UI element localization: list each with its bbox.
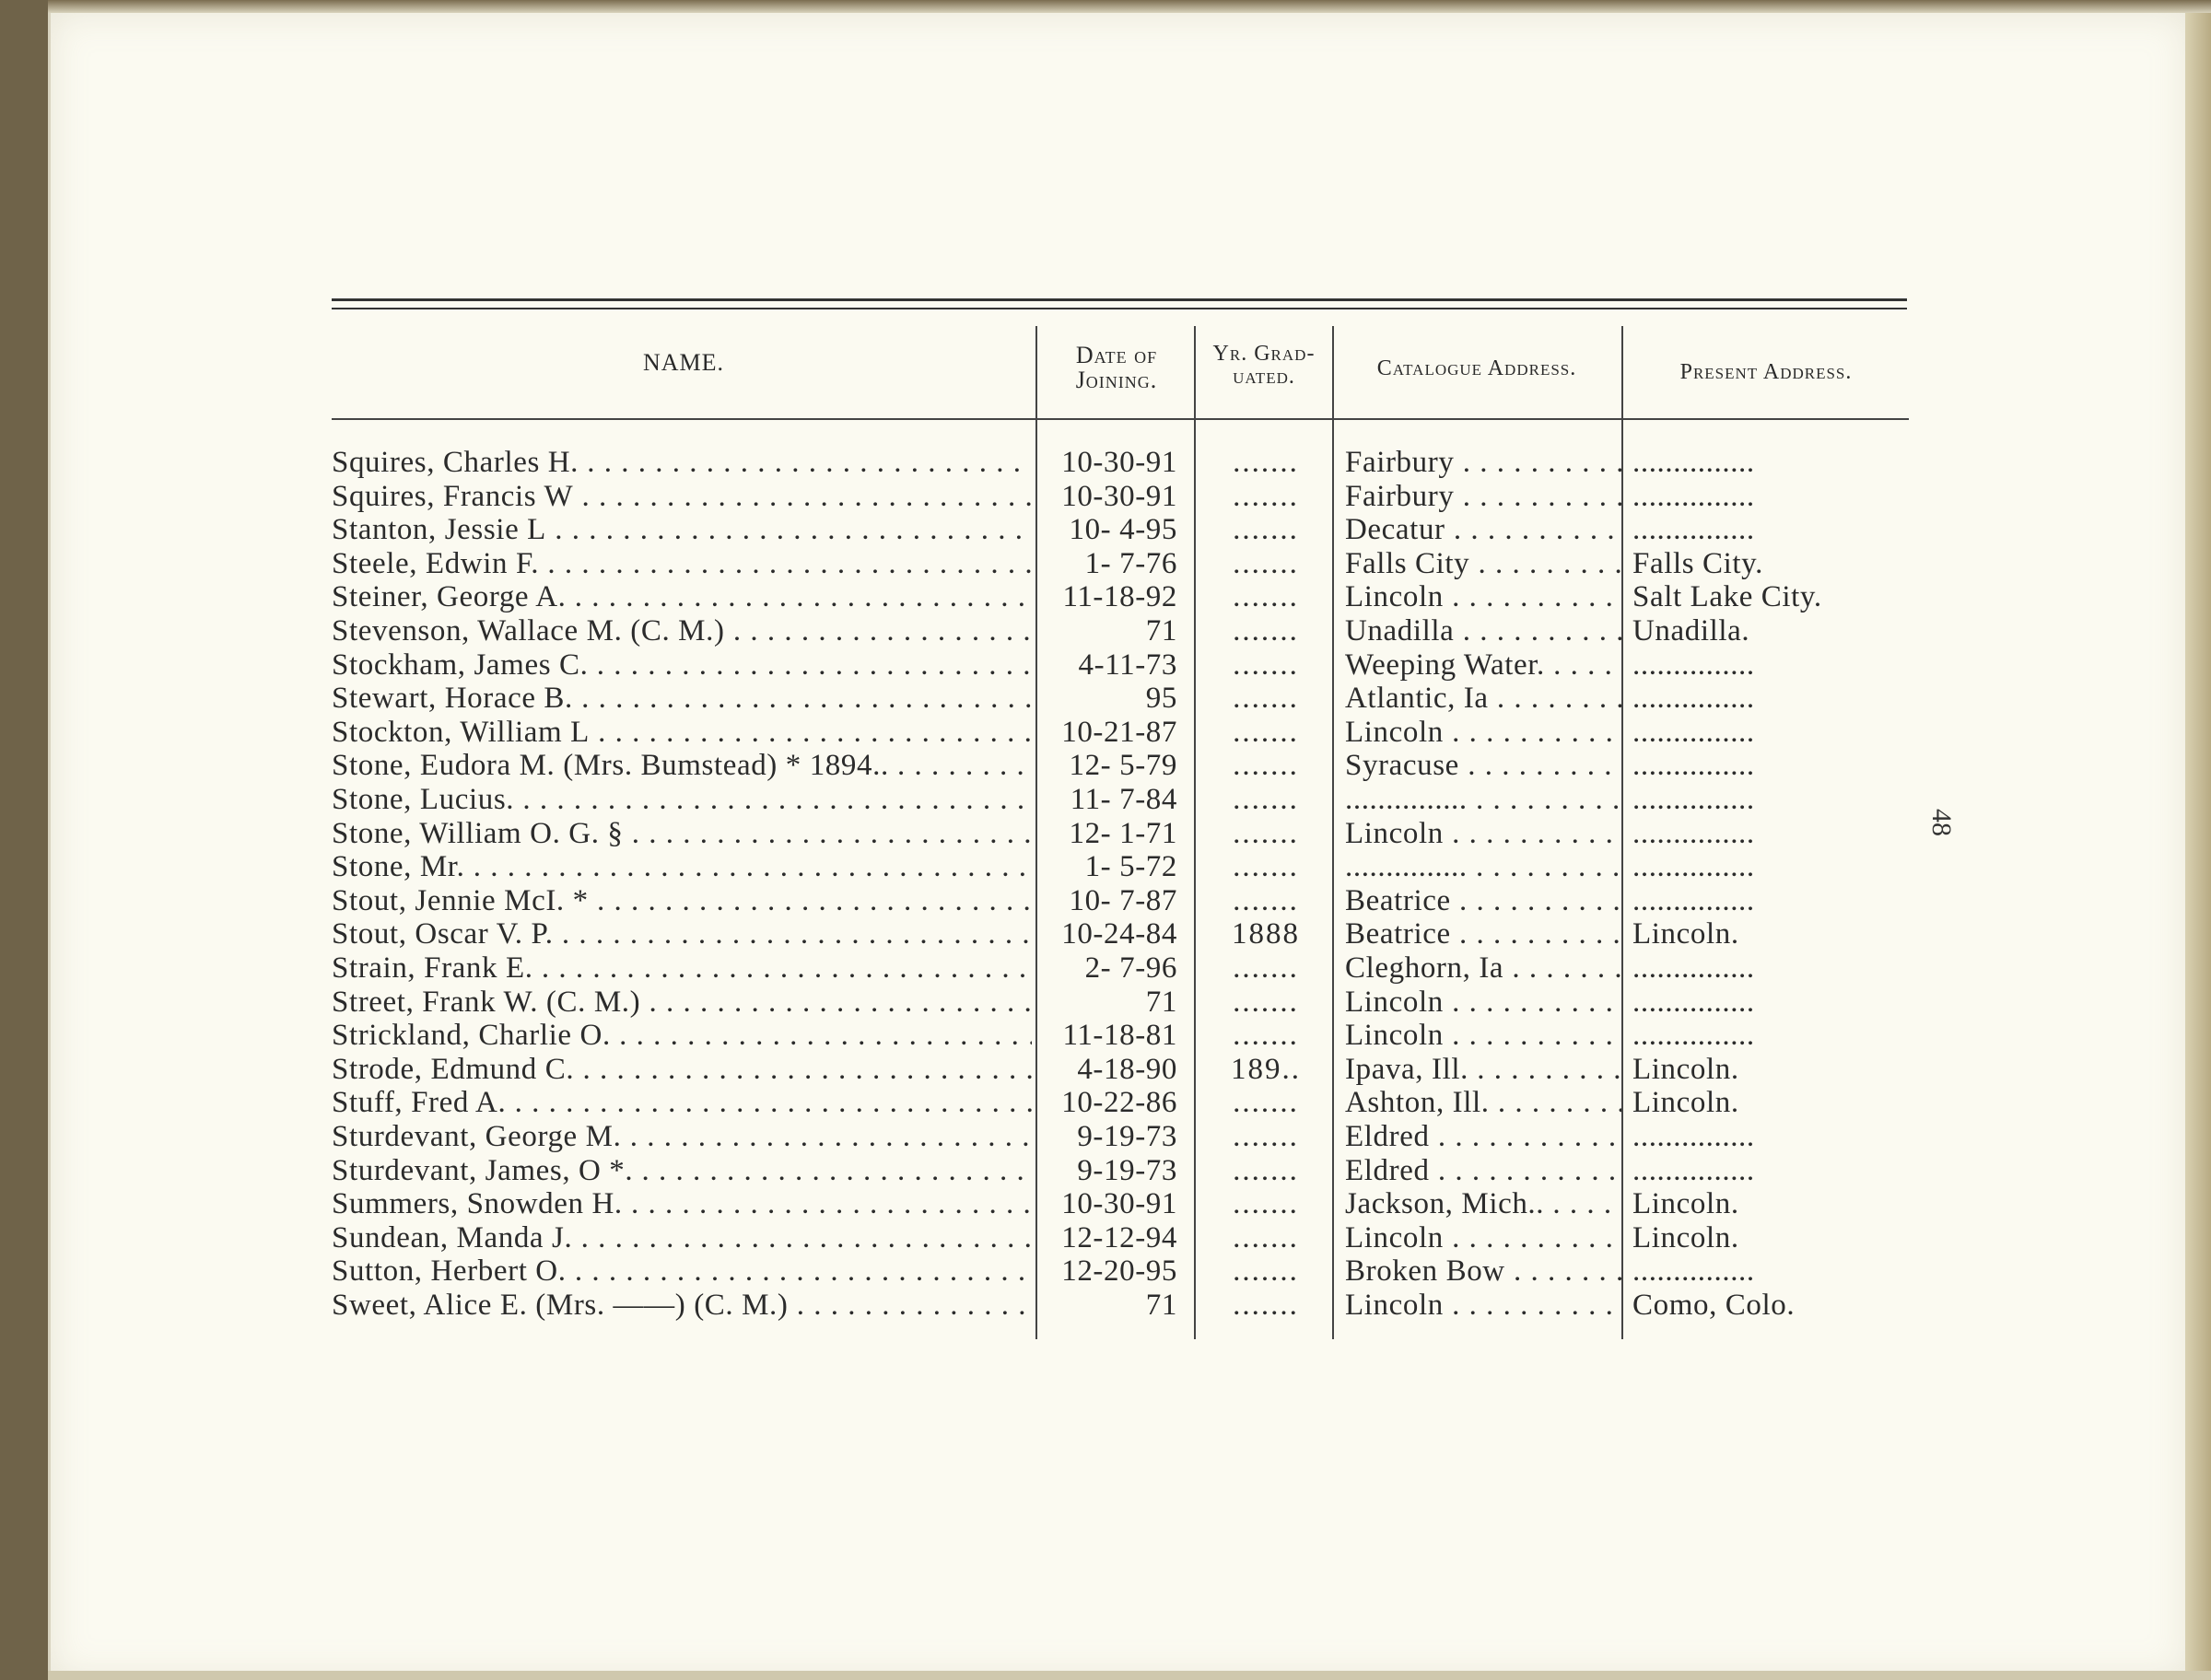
name-cell: Steele, Edwin F. . . . bbox=[332, 547, 1032, 580]
present-address-cell: ............... bbox=[1632, 1019, 1755, 1053]
table-row bbox=[332, 783, 1909, 817]
table-row bbox=[332, 817, 1909, 851]
present-address-cell: ............... bbox=[1632, 951, 1755, 985]
date-of-joining-cell: 10-30-91 bbox=[1061, 479, 1177, 513]
table-row bbox=[332, 1221, 1909, 1255]
present-address-cell: ............... bbox=[1632, 850, 1755, 884]
year-graduated-cell: ....... bbox=[1233, 883, 1299, 917]
table-row bbox=[332, 749, 1909, 783]
date-of-joining-cell: 1- 5-72 bbox=[1084, 850, 1177, 884]
date-of-joining-cell: 10-30-91 bbox=[1061, 1187, 1177, 1221]
name-cell: Stewart, Horace B. . . . bbox=[332, 682, 1032, 715]
present-address-cell: Lincoln. bbox=[1632, 917, 1739, 951]
table-row bbox=[332, 1053, 1909, 1087]
catalogue-address-cell: Syracuse . . . bbox=[1345, 749, 1621, 782]
year-graduated-cell: ....... bbox=[1233, 951, 1299, 985]
name-cell: Stockton, William L . . . bbox=[332, 716, 1032, 749]
date-of-joining-cell: 12- 1-71 bbox=[1069, 816, 1177, 850]
table-row bbox=[332, 1154, 1909, 1188]
year-graduated-cell: ....... bbox=[1233, 580, 1299, 614]
catalogue-address-cell: Lincoln . . . bbox=[1345, 1289, 1621, 1322]
catalogue-address-cell: Lincoln . . . bbox=[1345, 580, 1621, 613]
name-cell: Stone, Lucius. . . . bbox=[332, 783, 1032, 816]
catalogue-address-cell: ............... . . . bbox=[1345, 783, 1621, 816]
name-cell: Stockham, James C. . . . bbox=[332, 648, 1032, 682]
table-row bbox=[332, 850, 1909, 884]
header-date-line2: Joining. bbox=[1075, 367, 1158, 394]
name-cell: Stuff, Fred A. . . . bbox=[332, 1086, 1032, 1119]
present-address-cell: Salt Lake City. bbox=[1632, 580, 1822, 614]
table-row bbox=[332, 716, 1909, 750]
name-cell: Stone, Mr. . . . bbox=[332, 850, 1032, 883]
catalogue-address-cell: Lincoln . . . bbox=[1345, 1221, 1621, 1254]
table-row bbox=[332, 547, 1909, 581]
date-of-joining-cell: 11-18-92 bbox=[1062, 580, 1177, 614]
date-of-joining-cell: 95 bbox=[1145, 682, 1177, 716]
name-cell: Strain, Frank E. . . . bbox=[332, 951, 1032, 985]
year-graduated-cell: ....... bbox=[1233, 1153, 1299, 1187]
table-row bbox=[332, 951, 1909, 986]
header-date-of-joining bbox=[1041, 343, 1192, 393]
header-rule bbox=[332, 418, 1909, 420]
name-cell: Sutton, Herbert O. . . . bbox=[332, 1254, 1032, 1288]
present-address-cell: ............... bbox=[1632, 749, 1755, 783]
date-of-joining-cell: 10-22-86 bbox=[1061, 1086, 1177, 1120]
table-row bbox=[332, 648, 1909, 682]
year-graduated-cell: 189.. bbox=[1231, 1052, 1301, 1086]
catalogue-address-cell: Jackson, Mich.. . . . bbox=[1345, 1187, 1621, 1220]
catalogue-address-cell: Lincoln . . . bbox=[1345, 1019, 1621, 1052]
table-row bbox=[332, 1019, 1909, 1053]
present-address-cell: Lincoln. bbox=[1632, 1220, 1739, 1254]
catalogue-address-cell: Beatrice . . . bbox=[1345, 917, 1621, 951]
present-address-cell: Lincoln. bbox=[1632, 1187, 1739, 1221]
year-graduated-cell: ....... bbox=[1233, 614, 1299, 648]
catalogue-address-cell: Ipava, Ill. . . . bbox=[1345, 1053, 1621, 1086]
table-row bbox=[332, 682, 1909, 716]
date-of-joining-cell: 2- 7-96 bbox=[1084, 951, 1177, 985]
date-of-joining-cell: 4-18-90 bbox=[1077, 1052, 1177, 1086]
name-cell: Sturdevant, George M. . . . bbox=[332, 1120, 1032, 1153]
page-right-edge bbox=[2185, 13, 2211, 1680]
name-cell: Stone, Eudora M. (Mrs. Bumstead) * 1894.. . . . bbox=[332, 749, 1032, 782]
year-graduated-cell: ....... bbox=[1233, 850, 1299, 884]
date-of-joining-cell: 11- 7-84 bbox=[1070, 783, 1177, 816]
table-row bbox=[332, 917, 1909, 951]
date-of-joining-cell: 10-21-87 bbox=[1061, 715, 1177, 749]
year-graduated-cell: ....... bbox=[1233, 1086, 1299, 1120]
table-row bbox=[332, 480, 1909, 514]
catalogue-address-cell: Eldred . . . bbox=[1345, 1120, 1621, 1153]
table-row bbox=[332, 1187, 1909, 1221]
present-address-cell: ............... bbox=[1632, 1153, 1755, 1187]
name-cell: Sweet, Alice E. (Mrs. ——) (C. M.) . . . bbox=[332, 1289, 1032, 1322]
name-cell: Summers, Snowden H. . . . bbox=[332, 1187, 1032, 1220]
header-catalogue-address: Catalogue Address. bbox=[1376, 356, 1577, 380]
name-cell: Strickland, Charlie O. . . . bbox=[332, 1019, 1032, 1052]
year-graduated-cell: ....... bbox=[1233, 816, 1299, 850]
name-cell: Street, Frank W. (C. M.) . . . bbox=[332, 986, 1032, 1019]
present-address-cell: ............... bbox=[1632, 985, 1755, 1019]
year-graduated-cell: ....... bbox=[1233, 1187, 1299, 1221]
year-graduated-cell: ....... bbox=[1233, 1220, 1299, 1254]
header-name: NAME. bbox=[642, 349, 725, 376]
catalogue-address-cell: Decatur . . . bbox=[1345, 513, 1621, 546]
page-number: 48 bbox=[1926, 809, 1957, 836]
present-address-cell: ............... bbox=[1632, 1120, 1755, 1153]
catalogue-address-cell: Fairbury . . . bbox=[1345, 480, 1621, 513]
year-graduated-cell: ....... bbox=[1233, 749, 1299, 783]
year-graduated-cell: 1888 bbox=[1232, 917, 1300, 951]
catalogue-address-cell: Ashton, Ill. . . . bbox=[1345, 1086, 1621, 1119]
catalogue-address-cell: Falls City . . . bbox=[1345, 547, 1621, 580]
present-address-cell: ............... bbox=[1632, 883, 1755, 917]
page-top-edge bbox=[48, 0, 2211, 13]
table-row bbox=[332, 1086, 1909, 1120]
present-address-cell: Unadilla. bbox=[1632, 614, 1750, 648]
year-graduated-cell: ....... bbox=[1233, 513, 1299, 547]
date-of-joining-cell: 12- 5-79 bbox=[1069, 749, 1177, 783]
year-graduated-cell: ....... bbox=[1233, 479, 1299, 513]
year-graduated-cell: ....... bbox=[1233, 446, 1299, 479]
table-row bbox=[332, 1289, 1909, 1323]
catalogue-address-cell: Broken Bow . . . bbox=[1345, 1254, 1621, 1288]
table-row bbox=[332, 513, 1909, 547]
year-graduated-cell: ....... bbox=[1233, 985, 1299, 1019]
catalogue-address-cell: ............... . . . bbox=[1345, 850, 1621, 883]
table-row bbox=[332, 1254, 1909, 1289]
present-address-cell: Lincoln. bbox=[1632, 1052, 1739, 1086]
name-cell: Squires, Francis W . . . bbox=[332, 480, 1032, 513]
catalogue-address-cell: Weeping Water. . . . bbox=[1345, 648, 1621, 682]
header-date-line1: Date of bbox=[1075, 342, 1158, 368]
year-graduated-cell: ....... bbox=[1233, 783, 1299, 816]
year-graduated-cell: ....... bbox=[1233, 715, 1299, 749]
catalogue-address-cell: Lincoln . . . bbox=[1345, 986, 1621, 1019]
catalogue-address-cell: Beatrice . . . bbox=[1345, 884, 1621, 917]
table-row bbox=[332, 884, 1909, 918]
date-of-joining-cell: 71 bbox=[1145, 1289, 1177, 1322]
present-address-cell: ............... bbox=[1632, 715, 1755, 749]
present-address-cell: ............... bbox=[1632, 513, 1755, 547]
year-graduated-cell: ....... bbox=[1233, 546, 1299, 580]
name-cell: Sundean, Manda J. . . . bbox=[332, 1221, 1032, 1254]
name-cell: Squires, Charles H. . . . bbox=[332, 446, 1032, 479]
present-address-cell: ............... bbox=[1632, 1254, 1755, 1289]
year-graduated-cell: ....... bbox=[1233, 682, 1299, 716]
table-row bbox=[332, 1120, 1909, 1154]
catalogue-address-cell: Lincoln . . . bbox=[1345, 817, 1621, 850]
roster-table bbox=[332, 298, 1909, 1339]
date-of-joining-cell: 10-30-91 bbox=[1061, 446, 1177, 479]
name-cell: Sturdevant, James, O *. . . . bbox=[332, 1154, 1032, 1187]
catalogue-address-cell: Lincoln . . . bbox=[1345, 716, 1621, 749]
name-cell: Stevenson, Wallace M. (C. M.) . . . bbox=[332, 614, 1032, 648]
present-address-cell: Lincoln. bbox=[1632, 1086, 1739, 1120]
date-of-joining-cell: 10- 7-87 bbox=[1069, 883, 1177, 917]
year-graduated-cell: ....... bbox=[1233, 1289, 1299, 1322]
table-top-rule-thin bbox=[332, 308, 1907, 309]
date-of-joining-cell: 12-12-94 bbox=[1061, 1220, 1177, 1254]
date-of-joining-cell: 11-18-81 bbox=[1062, 1019, 1177, 1053]
date-of-joining-cell: 9-19-73 bbox=[1077, 1120, 1177, 1153]
present-address-cell: ............... bbox=[1632, 479, 1755, 513]
name-cell: Strode, Edmund C. . . . bbox=[332, 1053, 1032, 1086]
catalogue-address-cell: Unadilla . . . bbox=[1345, 614, 1621, 648]
catalogue-address-cell: Fairbury . . . bbox=[1345, 446, 1621, 479]
catalogue-address-cell: Eldred . . . bbox=[1345, 1154, 1621, 1187]
present-address-cell: ............... bbox=[1632, 816, 1755, 850]
present-address-cell: ............... bbox=[1632, 648, 1755, 682]
date-of-joining-cell: 9-19-73 bbox=[1077, 1153, 1177, 1187]
present-address-cell: Como, Colo. bbox=[1632, 1289, 1796, 1322]
name-cell: Stanton, Jessie L . . . bbox=[332, 513, 1032, 546]
name-cell: Stout, Oscar V. P. . . . bbox=[332, 917, 1032, 951]
catalogue-address-cell: Cleghorn, Ia . . . bbox=[1345, 951, 1621, 985]
date-of-joining-cell: 71 bbox=[1145, 614, 1177, 648]
date-of-joining-cell: 4-11-73 bbox=[1078, 648, 1177, 682]
present-address-cell: ............... bbox=[1632, 682, 1755, 716]
table-row bbox=[332, 446, 1909, 480]
date-of-joining-cell: 1- 7-76 bbox=[1084, 546, 1177, 580]
header-grad-line1: Yr. Grad- bbox=[1212, 342, 1316, 366]
table-top-rule bbox=[332, 298, 1907, 301]
date-of-joining-cell: 10-24-84 bbox=[1061, 917, 1177, 951]
catalogue-address-cell: Atlantic, Ia . . . bbox=[1345, 682, 1621, 715]
header-present-address: Present Address. bbox=[1679, 360, 1853, 384]
name-cell: Stone, William O. G. § . . . bbox=[332, 817, 1032, 850]
present-address-cell: Falls City. bbox=[1632, 546, 1763, 580]
date-of-joining-cell: 12-20-95 bbox=[1061, 1254, 1177, 1289]
table-row bbox=[332, 614, 1909, 648]
year-graduated-cell: ....... bbox=[1233, 1254, 1299, 1289]
name-cell: Stout, Jennie McI. * . . . bbox=[332, 884, 1032, 917]
table-row bbox=[332, 986, 1909, 1020]
date-of-joining-cell: 71 bbox=[1145, 985, 1177, 1019]
page-bottom-edge bbox=[48, 1671, 2211, 1680]
present-address-cell: ............... bbox=[1632, 783, 1755, 816]
table-row bbox=[332, 580, 1909, 614]
header-year-graduated bbox=[1196, 343, 1332, 389]
date-of-joining-cell: 10- 4-95 bbox=[1069, 513, 1177, 547]
present-address-cell: ............... bbox=[1632, 446, 1755, 479]
name-cell: Steiner, George A. . . . bbox=[332, 580, 1032, 613]
year-graduated-cell: ....... bbox=[1233, 1019, 1299, 1053]
year-graduated-cell: ....... bbox=[1233, 1120, 1299, 1153]
header-grad-line2: uated. bbox=[1233, 365, 1295, 390]
year-graduated-cell: ....... bbox=[1233, 648, 1299, 682]
